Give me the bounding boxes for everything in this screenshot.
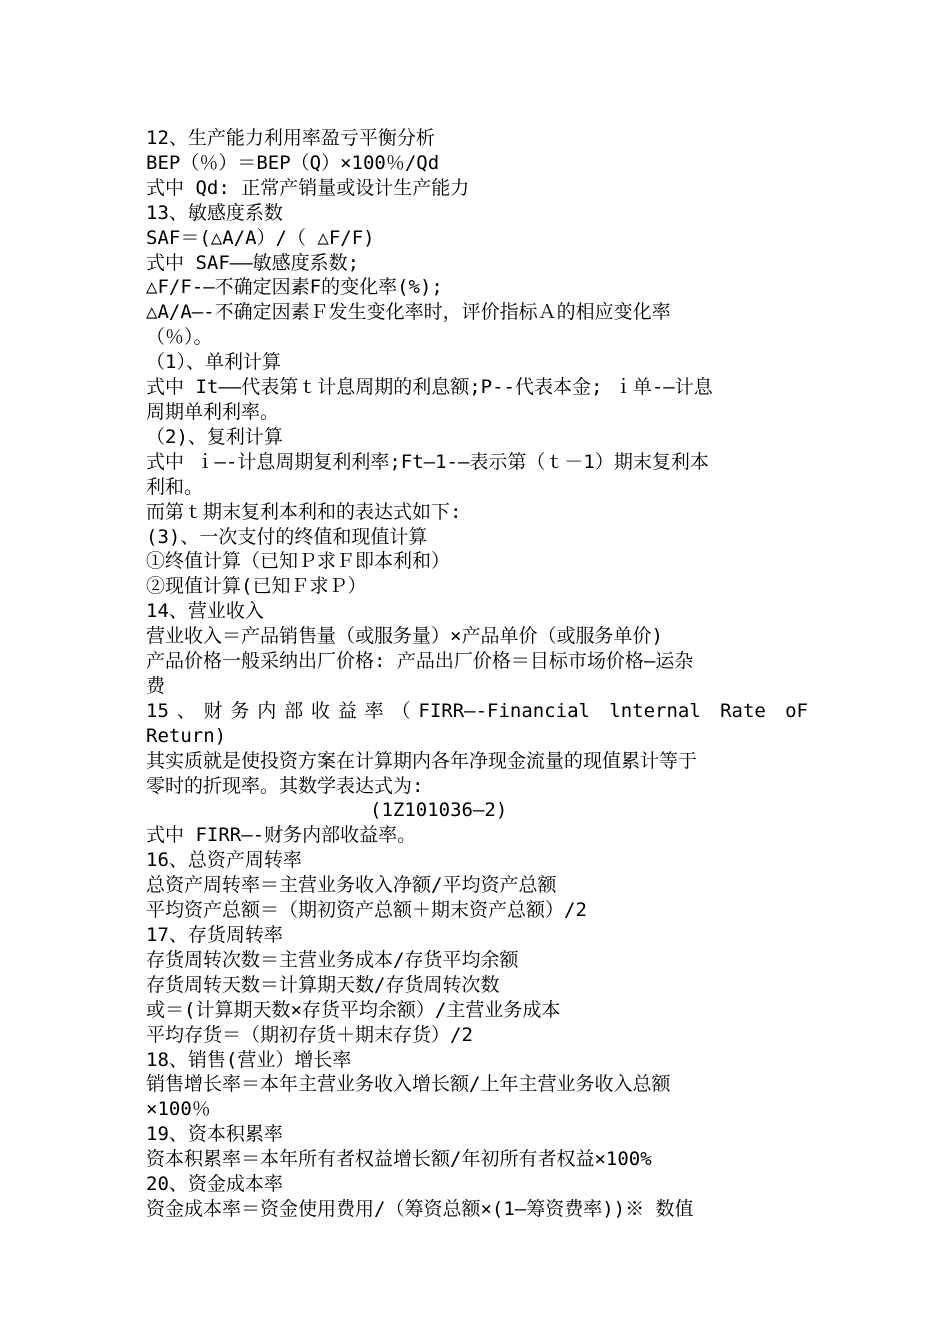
text-line: 利和。 [146,475,204,498]
text-line: 而第ｔ期末复利本利和的表达式如下: [146,500,462,523]
text-line: SAF＝(△A/A）/（ △F/F) [146,226,375,249]
text-line: 13、敏感度系数 [146,201,283,224]
text-line: ①终值计算（已知Ｐ求Ｆ即本利和） [146,550,451,573]
text-line: (3)、一次支付的终值和现值计算 [146,525,428,548]
text-line: 式中 ｉ—-计息周期复利利率;Ft—1-—表示第（ｔ－1）期末复利本 [146,450,709,473]
text-line: 式中 SAF——敏感度系数; [146,251,360,274]
text-line: 零时的折现率。其数学表达式为: [146,774,424,797]
text-line: 资金成本率＝资金使用费用/（筹资总额×(1—筹资费率))※ 数值 [146,1197,694,1220]
text-line: 存货周转天数＝计算期天数/存货周转次数 [146,973,500,996]
text-line: △F/F-—不确定因素F的变化率(%); [146,276,443,299]
text-line: （2)、复利计算 [146,425,283,448]
text-line: （1）、单利计算 [146,351,281,374]
text-line: 16、总资产周转率 [146,849,302,872]
text-line: 资本积累率＝本年所有者权益增长额/年初所有者权益×100% [146,1148,652,1171]
text-line: 销售增长率＝本年主营业务收入增长额/上年主营业务收入总额 [146,1073,671,1096]
text-line: △A/A—-不确定因素Ｆ发生变化率时，评价指标Ａ的相应变化率 [146,301,671,324]
text-line: 其实质就是使投资方案在计算期内各年净现金流量的现值累计等于 [146,749,698,772]
text-line: 20、资金成本率 [146,1173,283,1196]
text-line: 式中 Qd: 正常产销量或设计生产能力 [146,176,470,199]
text-line: 总资产周转率＝主营业务收入净额/平均资产总额 [146,874,557,897]
text-line: 费 [146,674,166,697]
text-line: 营业收入＝产品销售量（或服务量）×产品单价（或服务单价) [146,625,663,648]
text-line: 式中 It——代表第ｔ计息周期的利息额;P--代表本金; ｉ单-—计息 [146,376,713,399]
text-line: ②现值计算(已知Ｆ求Ｐ） [146,575,367,598]
text-line: 平均存货＝（期初存货＋期末存货）/2 [146,1023,473,1046]
text-line: 存货周转次数＝主营业务成本/存货平均余额 [146,948,519,971]
text-line: （％）。 [146,326,213,349]
text-line: 平均资产总额＝（期初资产总额＋期末资产总额）/2 [146,899,587,922]
formula-number: (1Z101036—2) [370,799,508,822]
text-line: 14、营业收入 [146,600,264,623]
text-line: 12、生产能力利用率盈亏平衡分析 [146,127,435,149]
text-line: 18、销售(营业）增长率 [146,1048,352,1071]
text-line: 产品价格一般采纳出厂价格: 产品出厂价格＝目标市场价格—运杂 [146,650,694,673]
text-line: Return) [146,724,227,747]
text-line: 19、资本积累率 [146,1123,283,1146]
text-line: 或＝(计算期天数×存货平均余额）/主营业务成本 [146,998,561,1021]
document-body [146,126,808,1222]
text-line: 15、财务内部收益率（FIRR—-Financial lnternal Rate oF [146,699,808,722]
text-line: 周期单利利率。 [146,400,280,423]
text-line: 17、存货周转率 [146,924,283,946]
text-line: ×100％ [146,1098,211,1121]
text-line: 式中 FIRR—-财务内部收益率。 [146,824,417,847]
text-line: BEP（％）＝BEP（Q）×100％/Qd [146,151,440,174]
